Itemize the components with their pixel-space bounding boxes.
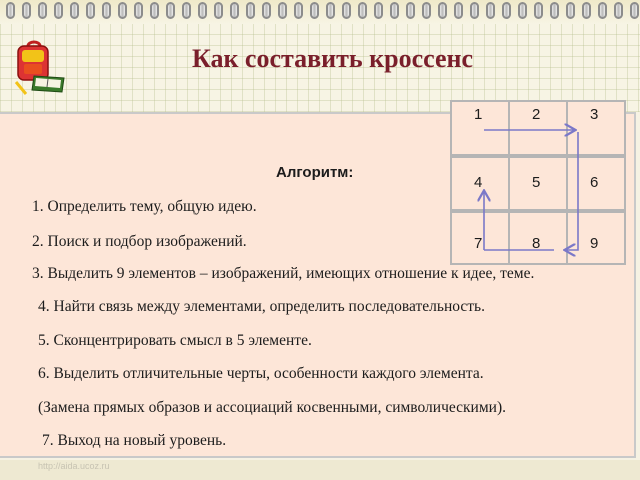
spiral-ring-icon (246, 2, 255, 19)
grid-cell-4: 4 (451, 155, 509, 209)
spiral-ring-icon (134, 2, 143, 19)
grid-cell-8: 8 (509, 210, 567, 264)
crossens-grid (450, 100, 626, 265)
spiral-ring-icon (102, 2, 111, 19)
spiral-ring-icon (326, 2, 335, 19)
spiral-ring-icon (310, 2, 319, 19)
spiral-ring-icon (630, 2, 639, 19)
grid-cell-1: 1 (451, 101, 509, 155)
spiral-ring-icon (22, 2, 31, 19)
spiral-ring-icon (486, 2, 495, 19)
spiral-ring-icon (118, 2, 127, 19)
step-3: 3. Выделить 9 элементов – изображений, имеющих отношение к идее, теме. (32, 265, 535, 282)
step-1: 1. Определить тему, общую идею. (32, 198, 257, 215)
spiral-ring-icon (406, 2, 415, 19)
grid-cell-2: 2 (509, 101, 567, 155)
step-2: 2. Поиск и подбор изображений. (32, 233, 247, 250)
spiral-ring-icon (150, 2, 159, 19)
spiral-ring-icon (182, 2, 191, 19)
watermark: http://aida.ucoz.ru (38, 461, 110, 471)
grid-cell-9: 9 (567, 210, 625, 264)
spiral-ring-icon (70, 2, 79, 19)
grid-cell-6: 6 (567, 155, 625, 209)
spiral-ring-icon (422, 2, 431, 19)
grid-cell-7: 7 (451, 210, 509, 264)
step-4: 4. Найти связь между элементами, определить последовательность. (38, 298, 485, 315)
step-5: 5. Сконцентрировать смысл в 5 элементе. (38, 332, 312, 349)
spiral-ring-icon (518, 2, 527, 19)
step-7: 7. Выход на новый уровень. (42, 432, 227, 449)
spiral-ring-icon (214, 2, 223, 19)
grid-cell-3: 3 (567, 101, 625, 155)
spiral-ring-icon (230, 2, 239, 19)
spiral-ring-icon (262, 2, 271, 19)
spiral-ring-icon (294, 2, 303, 19)
spiral-ring-icon (38, 2, 47, 19)
spiral-ring-icon (502, 2, 511, 19)
spiral-ring-icon (390, 2, 399, 19)
spiral-ring-icon (54, 2, 63, 19)
spiral-ring-icon (582, 2, 591, 19)
spiral-ring-icon (374, 2, 383, 19)
spiral-ring-icon (358, 2, 367, 19)
spiral-ring-icon (342, 2, 351, 19)
spiral-ring-icon (86, 2, 95, 19)
spiral-ring-icon (454, 2, 463, 19)
spiral-ring-icon (6, 2, 15, 19)
spiral-ring-icon (534, 2, 543, 19)
step-6: 6. Выделить отличительные черты, особенности каждого элемента. (38, 365, 484, 382)
spiral-ring-icon (470, 2, 479, 19)
spiral-ring-icon (598, 2, 607, 19)
page-title: Как составить кроссенс (191, 44, 474, 73)
grid-cell-5: 5 (509, 155, 567, 209)
spiral-ring-icon (566, 2, 575, 19)
spiral-ring-icon (438, 2, 447, 19)
spiral-ring-icon (278, 2, 287, 19)
spiral-binding (0, 0, 640, 24)
spiral-ring-icon (198, 2, 207, 19)
spiral-ring-icon (550, 2, 559, 19)
spiral-ring-icon (166, 2, 175, 19)
step-6-note: (Замена прямых образов и ассоциаций косвенными, символическими). (38, 399, 506, 416)
spiral-ring-icon (614, 2, 623, 19)
algorithm-heading: Алгоритм: (276, 164, 354, 181)
